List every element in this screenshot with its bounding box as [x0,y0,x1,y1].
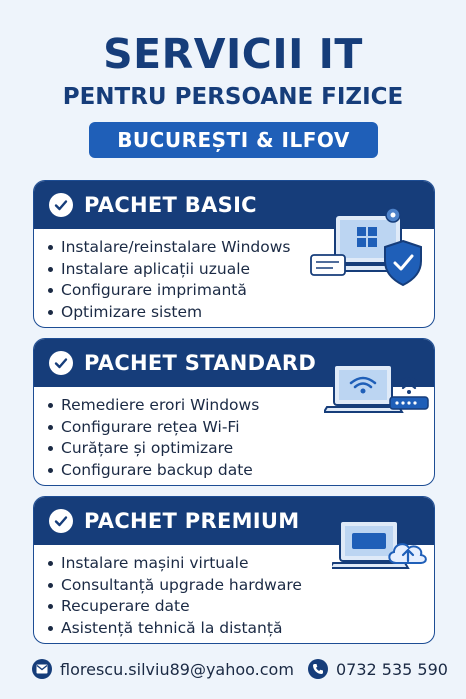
package-card-standard [33,338,435,486]
check-icon [49,351,73,375]
list-item: Asistență tehnică la distanță [48,618,434,640]
page-title: SERVICII IT [103,30,363,78]
phone-icon [308,659,328,679]
package-title: PACHET STANDARD [84,351,317,375]
package-title: PACHET BASIC [84,193,257,217]
package-card-basic [33,180,435,328]
list-item: Instalare/reinstalare Windows [48,237,434,259]
list-item: Configurare rețea Wi-Fi [48,417,434,439]
laptop-wifi-icon [324,361,432,421]
laptop-cloud-icon [332,517,432,577]
package-card-premium [33,496,435,644]
page-subtitle: PENTRU PERSOANE FIZICE [62,84,404,110]
email-contact[interactable] [32,659,294,679]
list-item: Configurare backup date [48,460,434,482]
list-item: Configurare imprimantă [48,280,434,302]
check-icon [49,509,73,533]
area-badge: BUCUREȘTI & ILFOV [89,122,378,158]
package-title: PACHET PREMIUM [84,509,300,533]
list-item: Optimizare sistem [48,302,434,324]
list-item: Remediere erori Windows [48,395,434,417]
contact-footer [0,658,466,684]
check-icon [49,193,73,217]
phone-contact[interactable] [308,659,448,679]
phone-text: 0732 535 590 [336,659,448,679]
list-item: Recuperare date [48,596,434,618]
list-item: Consultanță upgrade hardware [48,575,434,597]
laptop-shield-icon [309,205,434,307]
list-item: Instalare mașini virtuale [48,553,434,575]
email-text: florescu.silviu89@yahoo.com [60,659,294,679]
mail-icon [32,659,52,679]
list-item: Curățare și optimizare [48,438,434,460]
list-item: Instalare aplicații uzuale [48,259,434,281]
